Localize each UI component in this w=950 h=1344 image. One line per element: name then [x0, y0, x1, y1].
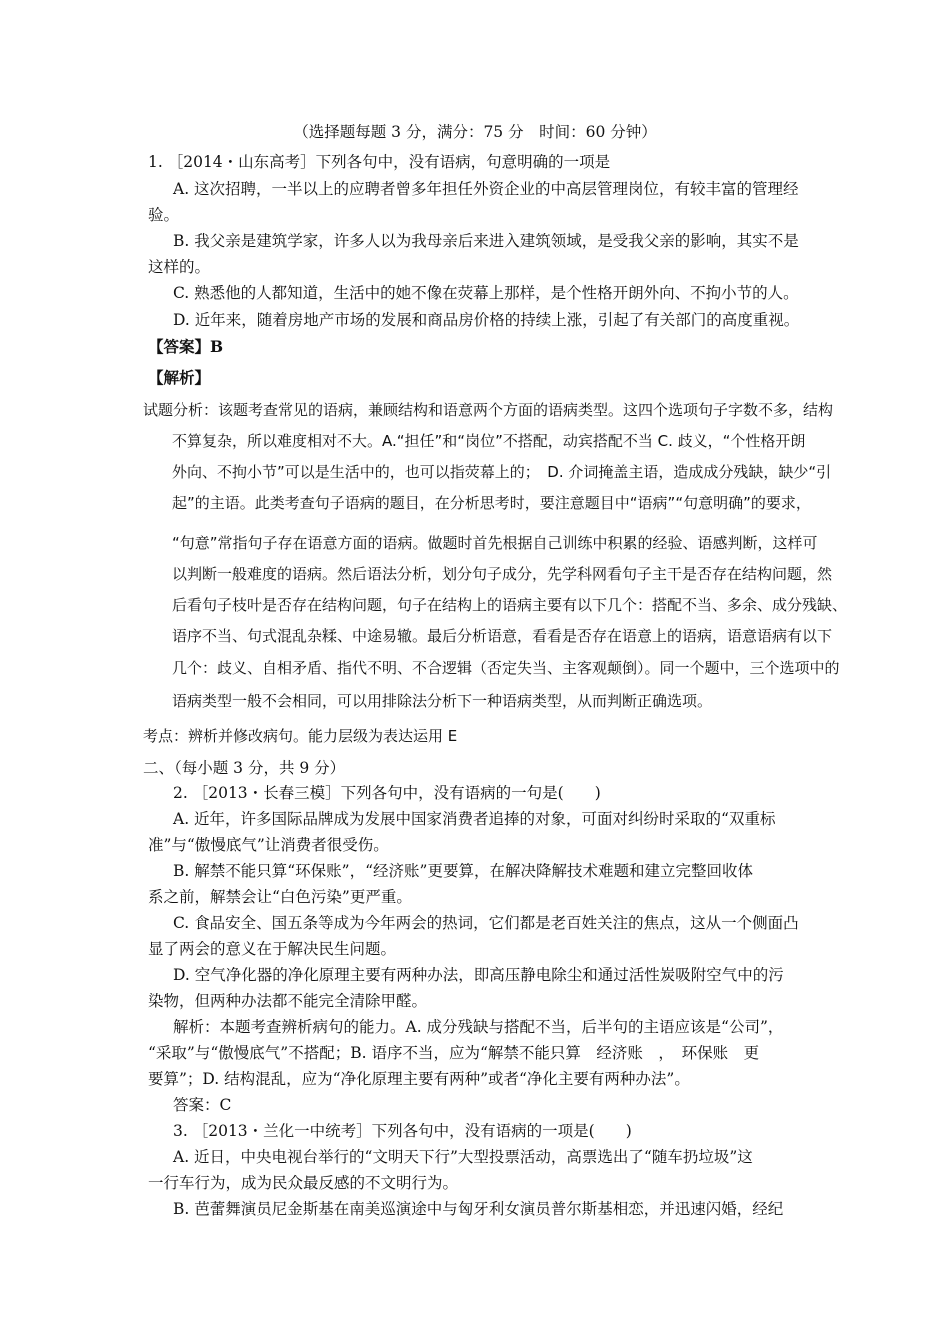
q1-analysis-line: 以判断一般难度的语病。然后语法分析，划分句子成分，先学科网看句子主干是否存在结构问题，然: [172, 565, 833, 583]
q1-analysis-heading: 【解析】: [148, 368, 211, 387]
q1-option-b-cont: 这样的。: [148, 258, 211, 276]
q1-analysis-line: 几个：歧义、自相矛盾、指代不明、不合逻辑（否定失当、主客观颠倒）。同一个题中，三个选项中的: [172, 659, 840, 677]
q3-option-b: B. 芭蕾舞演员尼金斯基在南美巡演途中与匈牙利女演员普尔斯基相恋，并迅速闪婚，经纪: [173, 1200, 784, 1218]
q3-option-a-cont: 一行车行为，成为民众最反感的不文明行为。: [148, 1174, 459, 1192]
q2-explanation-cont: 要算”；D. 结构混乱，应为“净化原理主要有两种”或者“净化主要有两种办法”。: [148, 1070, 690, 1088]
q1-analysis-line: 外向、不拘小节”可以是生活中的，也可以指荧幕上的； D. 介词掩盖主语，造成成分残缺，缺少“引: [172, 463, 832, 481]
q2-option-b: B. 解禁不能只算“环保账”，“经济账”更要算，在解决降解技术难题和建立完整回收体: [173, 862, 753, 880]
q1-option-a-cont: 验。: [148, 206, 180, 224]
q1-kaodian: 考点：辨析并修改病句。能力层级为表达运用 E: [143, 727, 458, 745]
q3-option-a: A. 近日，中央电视台举行的“文明天下行”大型投票活动，高票选出了“随车扔垃圾”这: [173, 1148, 753, 1166]
q2-option-d: D. 空气净化器的净化原理主要有两种办法，即高压静电除尘和通过活性炭吸附空气中的污: [173, 966, 784, 984]
q1-answer: 【答案】B: [148, 337, 224, 356]
q1-option-c: C. 熟悉他的人都知道，生活中的她不像在荧幕上那样，是个性格开朗外向、不拘小节的人。: [173, 284, 799, 302]
q2-option-c-cont: 显了两会的意义在于解决民生问题。: [148, 940, 397, 958]
section-two-heading: 二、（每小题 3 分，共 9 分）: [143, 759, 346, 777]
q2-explanation-cont: “采取”与“傲慢底气”不搭配；B. 语序不当，应为“解禁不能只算 经济账 ， 环保账 更: [148, 1044, 760, 1062]
q1-option-a: A. 这次招聘，一半以上的应聘者曾多年担任外资企业的中高层管理岗位，有较丰富的管理经: [173, 180, 799, 198]
q1-analysis-line: 语病类型一般不会相同，可以用排除法分析下一种语病类型，从而判断正确选项。: [172, 692, 713, 710]
q1-analysis-line: 语序不当、句式混乱杂糅、中途易辙。最后分析语意，看看是否存在语意上的语病，语意语病有以下: [172, 627, 833, 645]
q2-option-a: A. 近年，许多国际品牌成为发展中国家消费者追捧的对象，可面对纠纷时采取的“双重标: [173, 810, 776, 828]
q2-answer: 答案：C: [173, 1096, 232, 1114]
q1-analysis-line: “句意”常指句子存在语意方面的语病。做题时首先根据自己训练中积累的经验、语感判断，这样可: [172, 534, 818, 552]
q1-option-b: B. 我父亲是建筑学家，许多人以为我母亲后来进入建筑领域，是受我父亲的影响，其实不是: [173, 232, 799, 250]
q3-stem: 3. ［2013・兰化一中统考］下列各句中，没有语病的一项是( ): [173, 1122, 632, 1140]
q1-stem: 1. ［2014・山东高考］下列各句中，没有语病，句意明确的一项是: [148, 153, 611, 171]
q2-option-c: C. 食品安全、国五条等成为今年两会的热词，它们都是老百姓关注的焦点，这从一个侧面凸: [173, 914, 799, 932]
q1-analysis-line: 试题分析：该题考查常见的语病，兼顾结构和语意两个方面的语病类型。这四个选项句子字数不多，结构: [143, 401, 834, 419]
q1-analysis-line: 起”的主语。此类考查句子语病的题目，在分析思考时，要注意题目中“语病”“句意明确”的要求，: [172, 494, 811, 512]
q1-analysis-line: 不算复杂，所以难度相对不大。A.“担任”和“岗位”不搭配，动宾搭配不当 C. 歧义，“个性格开朗: [172, 432, 806, 450]
q2-stem: 2. ［2013・长春三模］下列各句中，没有语病的一句是( ): [173, 784, 601, 802]
q2-option-d-cont: 染物，但两种办法都不能完全清除甲醛。: [148, 992, 428, 1010]
q1-analysis-line: 后看句子枝叶是否存在结构问题，句子在结构上的语病主要有以下几个：搭配不当、多余、成分残缺、: [172, 596, 848, 614]
q1-option-d: D. 近年来，随着房地产市场的发展和商品房价格的持续上涨，引起了有关部门的高度重视。: [173, 311, 800, 329]
q2-explanation: 解析：本题考查辨析病句的能力。A. 成分残缺与搭配不当，后半句的主语应该是“公司”，: [173, 1018, 784, 1036]
q2-option-a-cont: 准”与“傲慢底气”让消费者很受伤。: [148, 836, 389, 854]
exam-header: （选择题每题 3 分，满分：75 分 时间：60 分钟）: [293, 123, 657, 141]
q2-option-b-cont: 系之前，解禁会让“白色污染”更严重。: [148, 888, 412, 906]
